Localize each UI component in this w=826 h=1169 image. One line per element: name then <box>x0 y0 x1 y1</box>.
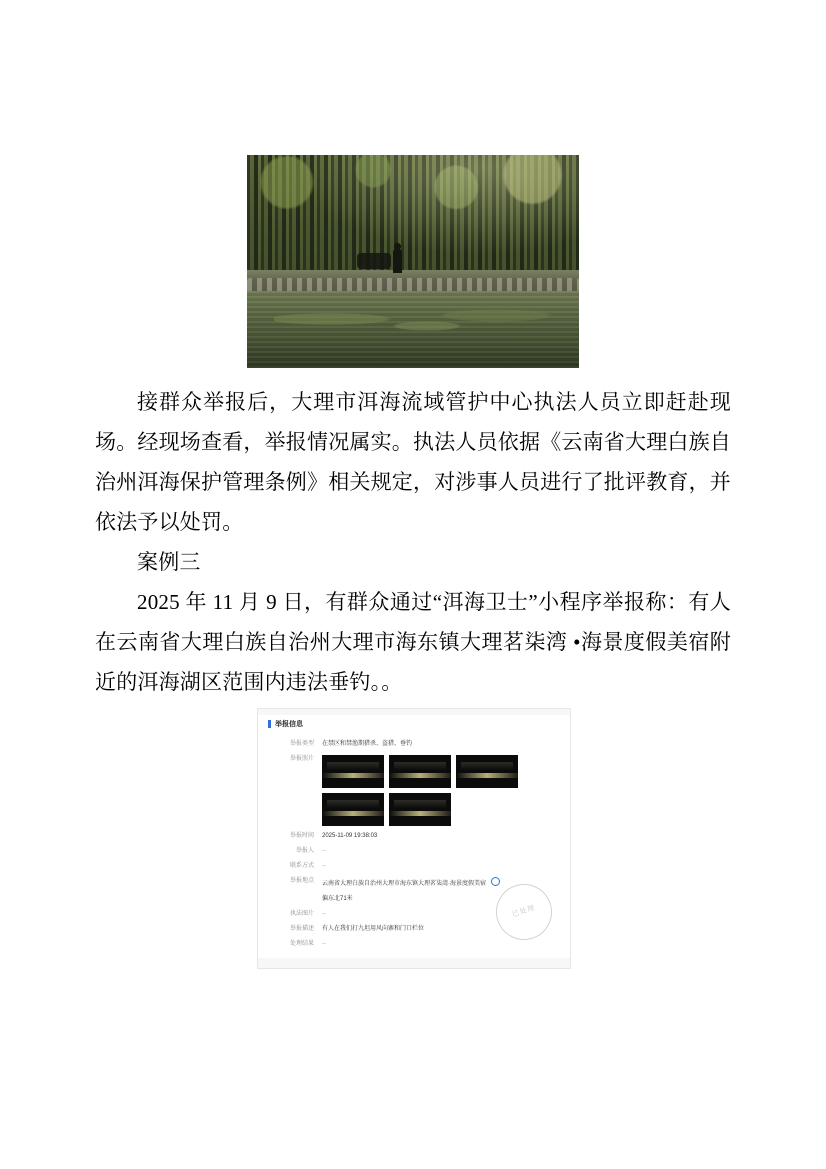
field-row-reporter <box>258 844 570 859</box>
field-value: 在禁区和禁渔期猎杀、盗猎、垂钓 <box>322 741 413 747</box>
paragraph-case-heading: 案例三 <box>137 550 201 574</box>
location-text: 云南省大理白族自治州大理市海东镇大理茗柒湾·海景度假美宿 <box>322 881 486 887</box>
photo-thumbnail[interactable] <box>456 755 518 788</box>
field-label <box>268 895 322 904</box>
field-label: 处理结果 <box>289 941 314 947</box>
field-value: -- <box>322 941 326 947</box>
field-value: -- <box>322 848 326 854</box>
photo-thumbnail[interactable] <box>389 755 451 788</box>
field-value: 2025-11-09 19:38:03 <box>322 833 378 839</box>
photo-water-layer <box>247 291 579 368</box>
photo-figure-1 <box>247 60 579 368</box>
report-screenshot-figure <box>257 708 569 969</box>
field-label: 执法图片 <box>289 911 314 917</box>
field-value: 偏东北71米 <box>322 896 353 902</box>
paragraph-2: 2025 年 11 月 9 日，有群众通过“洱海卫士”小程序举报称：有人在云南省大理白族自治州大理市海东镇大理茗柒湾 •海景度假美宿附近的洱海湖区范围内违法垂钓。。 <box>95 590 731 694</box>
location-pin-icon[interactable] <box>491 877 500 886</box>
photo-trees-layer <box>247 155 579 279</box>
field-value: -- <box>322 863 326 869</box>
stamp-line-1: 已处理 <box>511 904 537 919</box>
field-label: 举报人 <box>295 848 314 854</box>
field-label: 联系方式 <box>289 863 314 869</box>
lake-photo-image <box>247 155 579 368</box>
photo-person-figure <box>393 249 402 273</box>
field-row-contact <box>258 859 570 874</box>
field-value: 有人在我们打九坦用风向寨和门口栏位 <box>322 926 425 932</box>
photo-thumbnail[interactable] <box>322 793 384 826</box>
field-value: -- <box>322 911 326 917</box>
field-label: 举报描述 <box>289 926 314 932</box>
report-card <box>257 708 571 969</box>
field-row-report-time <box>258 829 570 844</box>
field-label: 举报时间 <box>289 833 314 839</box>
photo-thumbnail[interactable] <box>322 755 384 788</box>
field-row-report-type <box>258 737 570 752</box>
photo-thumbnail[interactable] <box>389 793 451 826</box>
field-label: 举报类型 <box>289 741 314 747</box>
document-content <box>95 60 731 969</box>
report-card-title-text: 举报信息 <box>275 721 303 728</box>
paragraph-1: 接群众举报后，大理市洱海流域管护中心执法人员立即赶赴现场。经现场查看，举报情况属实。执法人员依据《云南省大理白族自治州洱海保护管理条例》相关规定，对涉事人员进行了批评教育，并依法予以处罚。 <box>95 390 731 534</box>
field-label: 举报地点 <box>289 878 314 884</box>
photo-fishing-gear <box>357 253 391 269</box>
paragraph-block <box>95 368 731 702</box>
field-label: 举报照片 <box>289 756 314 762</box>
photo-thumbnail-grid <box>322 755 560 826</box>
report-card-title <box>258 715 570 735</box>
accent-bar-icon <box>268 720 271 728</box>
field-row-report-photos <box>258 752 570 829</box>
